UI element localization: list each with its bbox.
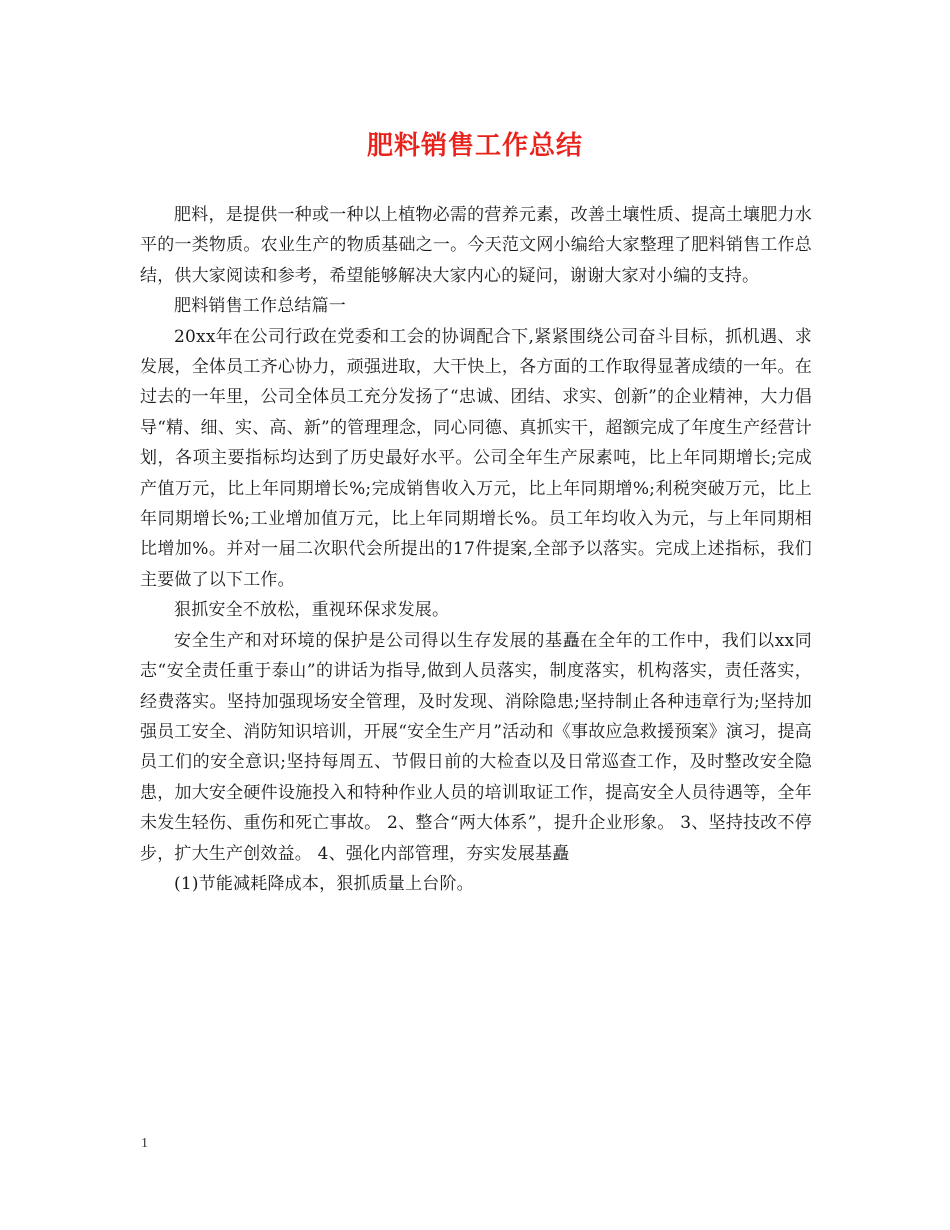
paragraph-summary: 20xx年在公司行政在党委和工会的协调配合下,紧紧围绕公司奋斗目标，抓机遇、求发展，全体员工齐心协力，顽强进取，大干快上，各方面的工作取得显著成绩的一年。在过去的一年里，公司全体员工充分发扬了“忠诚、团结、求实、创新”的企业精神，大力倡导“精、细、实、高、新”的管理理念，同心同德、真抓实干，超额完成了年度生产经营计划，各项主要指标均达到了历史最好水平。公司全年生产尿素吨，比上年同期增长;完成产值万元，比上年同期增长%;完成销售收入万元，比上年同期增%;利税突破万元，比上年同期增长%;工业增加值万元，比上年同期增长%。员工年均收入为元，与上年同期相比增加%。并对一届二次职代会所提出的17件提案,全部予以落实。完成上述指标，我们主要做了以下工作。: [140, 326, 812, 590]
paragraph-safety-heading: 狠抓安全不放松，重视环保求发展。: [174, 600, 450, 621]
section-heading: 肥料销售工作总结篇一: [174, 296, 346, 317]
paragraph-energy: (1)节能减耗降成本，狠抓质量上台阶。: [174, 873, 474, 894]
paragraph-intro: 肥料，是提供一种或一种以上植物必需的营养元素，改善土壤性质、提高土壤肥力水平的一类物质。农业生产的物质基础之一。今天范文网小编给大家整理了肥料销售工作总结，供大家阅读和参考，希望能够解决大家内心的疑问，谢谢大家对小编的支持。: [140, 205, 812, 286]
paragraph-safety: 安全生产和对环境的保护是公司得以生存发展的基矗在全年的工作中，我们以xx同志“安全责任重于泰山”的讲话为指导,做到人员落实，制度落实，机构落实，责任落实，经费落实。坚持加强现场安全管理，及时发现、消除隐患;坚持制止各种违章行为;坚持加强员工安全、消防知识培训，开展“安全生产月”活动和《事故应急救援预案》演习，提高员工们的安全意识;坚持每周五、节假日前的大检查以及日常巡查工作，及时整改安全隐患，加大安全硬件设施投入和特种作业人员的培训取证工作，提高安全人员待遇等，全年未发生轻伤、重伤和死亡事故。 2、整合“两大体系”，提升企业形象。 3、坚持技改不停步，扩大生产创效益。 4、强化内部管理，夯实发展基矗: [140, 630, 812, 864]
page-number: 1: [141, 1136, 148, 1151]
document-title: 肥料销售工作总结: [366, 131, 583, 161]
document-body: [140, 200, 812, 899]
